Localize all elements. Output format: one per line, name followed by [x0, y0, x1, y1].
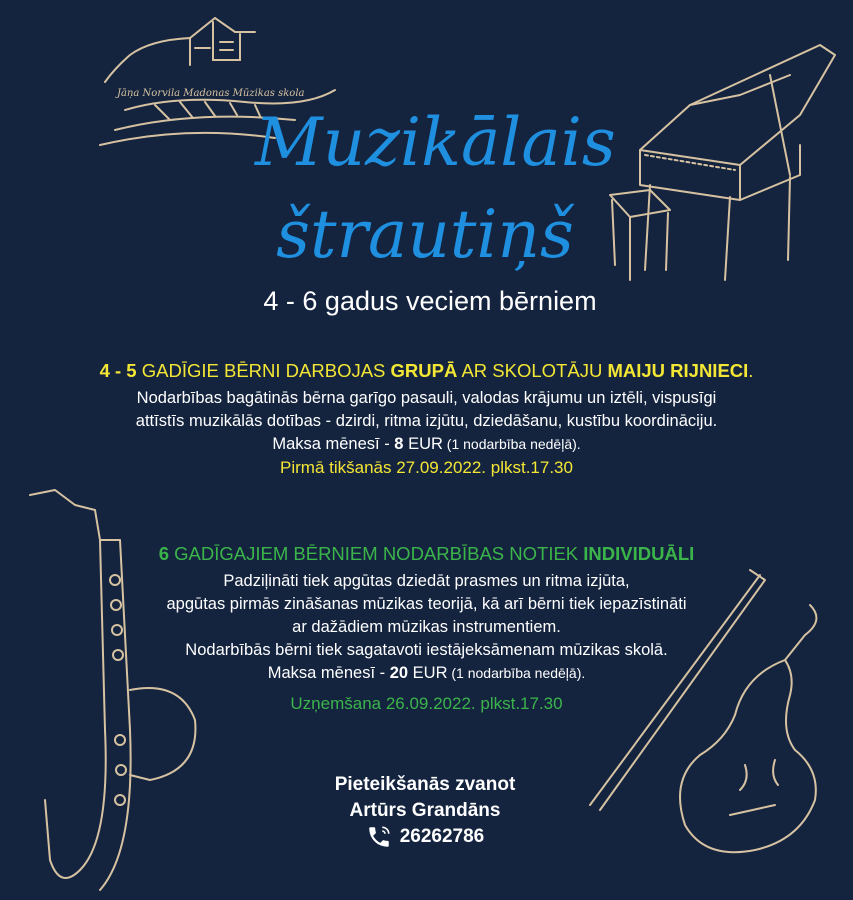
group2-line: Padziļināti tiek apgūtas dziedāt prasmes un ritma izjūta, [223, 572, 630, 590]
group1-price-value: 8 [394, 435, 404, 453]
title-line-2: štrautiņš [276, 196, 574, 273]
contact-name: Artūrs Grandāns [349, 800, 501, 821]
phone-icon [366, 824, 392, 850]
group1-line: attīstīs muzikālās dotības - dzirdi, ritma izjūtu, dziedāšanu, kustību koordināciju. [135, 412, 718, 430]
group2-heading [40, 542, 813, 565]
group1-date: Pirmā tikšanās 27.09.2022. plkst.17.30 [280, 458, 573, 477]
group2-age: 6 [158, 543, 170, 564]
group2-price-note: (1 nodarbība nedēļā). [447, 665, 586, 681]
group1-heading-b: GRUPĀ [390, 360, 458, 381]
title-line-1: Muzikālais [255, 104, 616, 181]
group2-price-value: 20 [389, 664, 409, 682]
contact-phone[interactable]: 26262786 [399, 826, 485, 847]
contact-block [300, 772, 550, 850]
group1-line: Nodarbības bagātinās bērna garīgo pasauli, valodas krājumu un iztēli, vispusīgi [136, 389, 717, 407]
group1-heading [40, 359, 813, 382]
group2-description [40, 570, 813, 685]
group1-price-prefix: Maksa mēnesī - [272, 435, 395, 453]
logo-text: Jāņa Norvila Madonas Mūzikas skola [117, 88, 305, 99]
contact-line: Pieteikšanās zvanot [334, 774, 516, 795]
group2-line: ar dažādiem mūzikas instrumentiem. [292, 618, 561, 636]
grand-piano-illustration [590, 35, 840, 285]
group1-description [40, 387, 813, 456]
group2-line: apgūtas pirmās zināšanas mūzikas teorijā, kā arī bērni tiek iepazīstināti [166, 595, 687, 613]
group1-price-unit: EUR [403, 435, 443, 453]
group2-price-unit: EUR [408, 664, 448, 682]
group1-heading-end: . [748, 360, 754, 381]
contact-phone-row[interactable] [300, 824, 550, 850]
subtitle: 4 - 6 gadus veciem bērniem [263, 286, 597, 316]
group1-teacher: MAIJU RIJNIECI [607, 360, 749, 381]
group2-heading-b: INDIVIDUĀLI [583, 543, 695, 564]
group2-price [40, 662, 813, 685]
group1-heading-a: GADĪGIE BĒRNI DARBOJAS [136, 360, 391, 381]
group2-price-prefix: Maksa mēnesī - [267, 664, 390, 682]
group1-price-note: (1 nodarbība nedēļā). [442, 436, 581, 452]
group1-age: 4 - 5 [99, 360, 137, 381]
group2-line: Nodarbībās bērni tiek sagatavoti iestājeksāmenam mūzikas skolā. [185, 641, 668, 659]
group2-date: Uzņemšana 26.09.2022. plkst.17.30 [290, 694, 563, 713]
group1-heading-c: AR SKOLOTĀJU [457, 360, 608, 381]
group1-price [40, 433, 813, 456]
group2-heading-a: GADĪGAJIEM BĒRNIEM NODARBĪBAS NOTIEK [169, 543, 584, 564]
